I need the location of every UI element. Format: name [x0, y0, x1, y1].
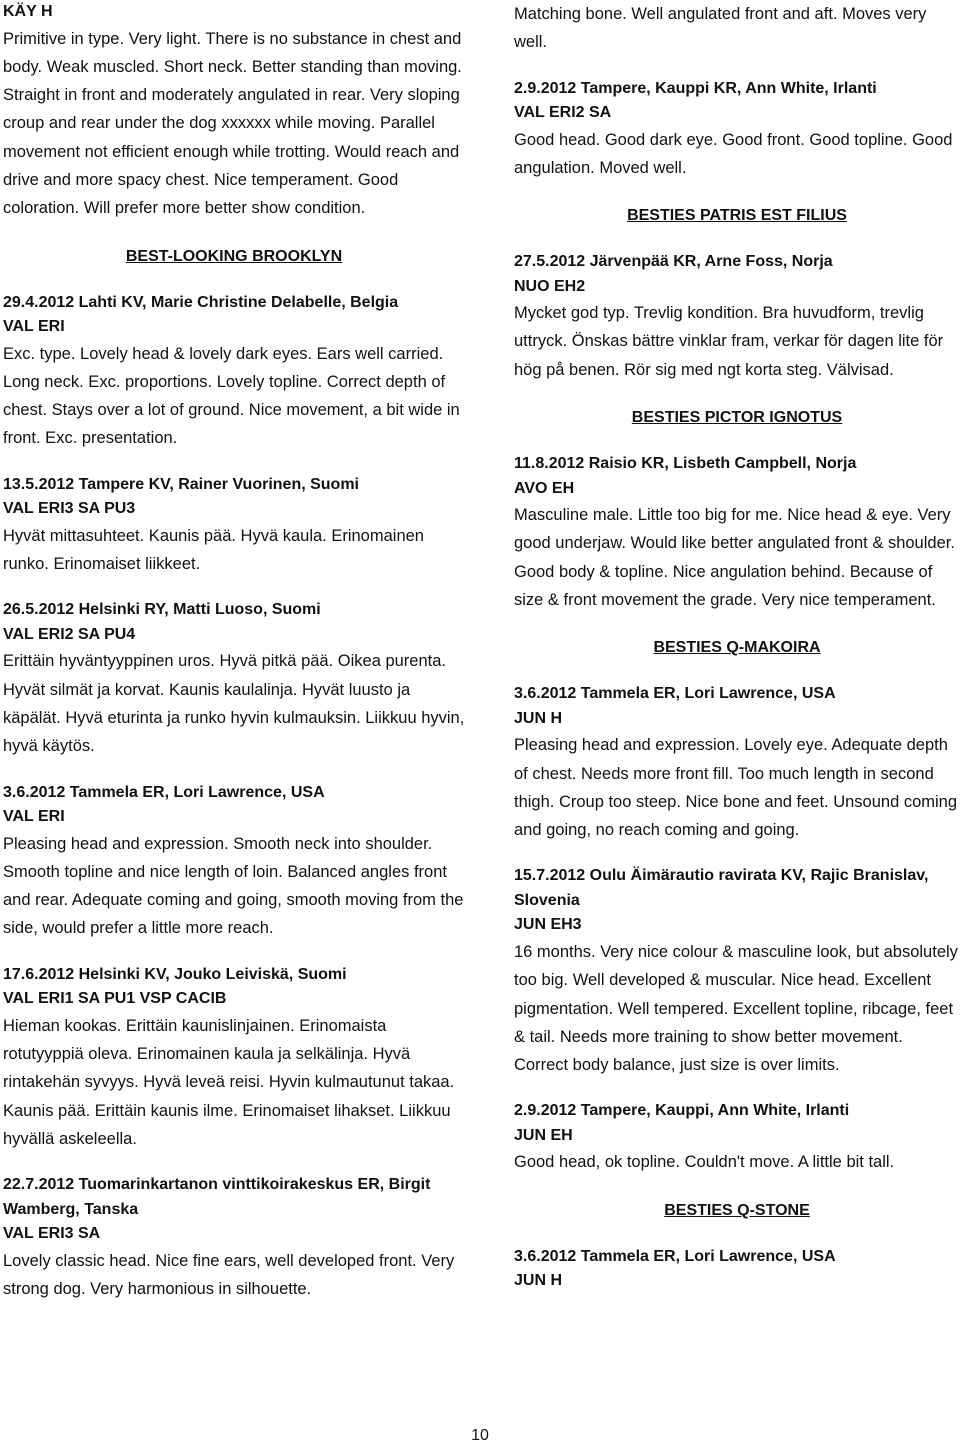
critique-text: Erittäin hyväntyyppinen uros. Hyvä pitkä pää. Oikea purenta. Hyvät silmät ja korvat. Kaunis kaulalinja. Hyvät luusto ja käpälät. Hyvä eturinta ja runko hyvin kulmauksin. Liikkuu hyvin, hyvä käytös. — [3, 652, 465, 756]
show-result-entry — [514, 0, 960, 57]
show-heading: 22.7.2012 Tuomarinkartanon vinttikoirakeskus ER, Birgit Wamberg, Tanska — [3, 1176, 431, 1218]
dog-name-title: BESTIES Q-STONE — [664, 1201, 810, 1219]
critique-text: Masculine male. Little too big for me. Nice head & eye. Very good underjaw. Would like better angulated front & shoulder. Good body & topline. Nice angulation behind. Because of size & front movement the grade. Very nice temperament. — [514, 506, 955, 609]
show-result: VAL ERI3 SA — [3, 1225, 101, 1243]
show-result-entry — [3, 1173, 465, 1303]
show-heading: 2.9.2012 Tampere, Kauppi KR, Ann White, Irlanti — [514, 79, 877, 97]
show-result: JUN H — [514, 1272, 563, 1290]
dog-name-title: BEST-LOOKING BROOKLYN — [125, 247, 343, 265]
show-result-entry — [514, 1099, 960, 1176]
critique-text: Hyvät mittasuhteet. Kaunis pää. Hyvä kaula. Erinomainen runko. Erinomaiset liikkeet. — [3, 526, 424, 574]
critique-text: Good head. Good dark eye. Good front. Good topline. Good angulation. Moved well. — [514, 130, 953, 177]
show-result: JUN H — [514, 709, 563, 727]
show-result: JUN EH — [514, 1126, 573, 1144]
show-result: VAL ERI — [3, 318, 65, 336]
show-result: NUO EH2 — [514, 277, 586, 295]
show-result: VAL ERI2 SA PU4 — [3, 625, 136, 643]
show-heading: 29.4.2012 Lahti KV, Marie Christine Delabelle, Belgia — [3, 293, 399, 311]
show-heading: 3.6.2012 Tammela ER, Lori Lawrence, USA — [3, 783, 325, 801]
critique-text: Mycket god typ. Trevlig kondition. Bra huvudform, trevlig uttryck. Önskas bättre vinklar fram, verkar för dagen lite för hög på benen. Rör sig med ngt korta steg. Välvisad. — [514, 304, 944, 379]
show-heading: 17.6.2012 Helsinki KV, Jouko Leiviskä, Suomi — [3, 965, 347, 983]
show-result-entry — [3, 291, 465, 453]
show-result-entry — [514, 864, 960, 1079]
show-result: JUN EH3 — [514, 916, 582, 934]
right-column — [514, 0, 960, 1294]
critique-text: Lovely classic head. Nice fine ears, well developed front. Very strong dog. Very harmonious in silhouette. — [3, 1251, 455, 1299]
critique-text: Pleasing head and expression. Lovely eye. Adequate depth of chest. Needs more front fill. Too much length in second thigh. Croup too steep. Nice bone and feet. Unsound coming and going, no reach coming and going. — [514, 736, 958, 840]
show-heading: 3.6.2012 Tammela ER, Lori Lawrence, USA — [514, 1247, 836, 1265]
critique-text: Good head, ok topline. Couldn't move. A little bit tall. — [514, 1153, 895, 1172]
show-heading: KÄY H — [3, 3, 53, 20]
show-result-entry — [3, 598, 465, 760]
critique-text: Exc. type. Lovely head & lovely dark eyes. Ears well carried. Long neck. Exc. proportions. Lovely topline. Correct depth of chest. Stays over a lot of ground. Nice movement, a bit wide in front. Exc. presentation. — [3, 344, 460, 448]
show-result: AVO EH — [514, 479, 575, 497]
show-result: VAL ERI — [3, 808, 65, 826]
show-result: VAL ERI3 SA PU3 — [3, 500, 136, 518]
left-column — [3, 0, 465, 1303]
critique-text: Hieman kookas. Erittäin kaunislinjainen. Erinomaista rotutyyppiä oleva. Erinomainen kaula ja selkälinja. Hyvä rintakehän syvyys. Hyvä leveä reisi. Hyvin kulmautunut takaa. Kaunis pää. Erittäin kaunis ilme. Erinomaiset lihakset. Liikkuu hyvällä askeleella. — [3, 1016, 455, 1148]
show-result-entry — [3, 781, 465, 943]
show-result-entry — [514, 250, 960, 384]
show-result-entry — [3, 963, 465, 1153]
show-heading: 2.9.2012 Tampere, Kauppi, Ann White, Irlanti — [514, 1102, 850, 1120]
critique-text: Pleasing head and expression. Smooth neck into shoulder. Smooth topline and nice length of loin. Balanced angles front and rear. Adequate coming and going, smooth moving from the side, would prefer a little more reach. — [3, 834, 464, 938]
show-result: VAL ERI1 SA PU1 VSP CACIB — [3, 990, 227, 1008]
show-result-entry — [3, 473, 465, 579]
dog-name-title: BESTIES Q-MAKOIRA — [653, 639, 821, 657]
show-heading: 11.8.2012 Raisio KR, Lisbeth Campbell, Norja — [514, 455, 857, 473]
show-result-entry — [514, 682, 960, 844]
show-heading: 26.5.2012 Helsinki RY, Matti Luoso, Suomi — [3, 601, 321, 619]
show-result-entry — [514, 1245, 960, 1294]
critique-text: Primitive in type. Very light. There is no substance in chest and body. Weak muscled. Short neck. Better standing than moving. Straight in front and moderately angulated in rear. Very sloping croup and rear under the dog xxxxxx while moving. Parallel movement not efficient enough while trotting. Would reach and drive and more spacy chest. Nice temperament. Good coloration. Will prefer more better show condition. — [3, 29, 462, 218]
dog-name-title: BESTIES PICTOR IGNOTUS — [631, 409, 843, 427]
show-result-entry — [3, 0, 465, 223]
show-result-entry — [514, 77, 960, 183]
show-result: VAL ERI2 SA — [514, 104, 612, 122]
dog-name-title: BESTIES PATRIS EST FILIUS — [627, 207, 847, 225]
critique-text: 16 months. Very nice colour & masculine look, but absolutely too big. Well developed & muscular. Nice head. Excellent pigmentation. Well tempered. Excellent topline, ribcage, feet & tail. Needs more training to show better movement. Correct body balance, just size is over limits. — [514, 942, 958, 1075]
show-heading: 15.7.2012 Oulu Äimärautio ravirata KV, Rajic Branislav, Slovenia — [514, 867, 929, 909]
show-heading: 27.5.2012 Järvenpää KR, Arne Foss, Norja — [514, 253, 833, 271]
show-heading: 13.5.2012 Tampere KV, Rainer Vuorinen, Suomi — [3, 475, 359, 493]
page-number: 10 — [471, 1427, 489, 1444]
show-heading: 3.6.2012 Tammela ER, Lori Lawrence, USA — [514, 685, 836, 703]
show-result-entry — [514, 452, 960, 614]
critique-text: Matching bone. Well angulated front and aft. Moves very well. — [514, 5, 927, 52]
